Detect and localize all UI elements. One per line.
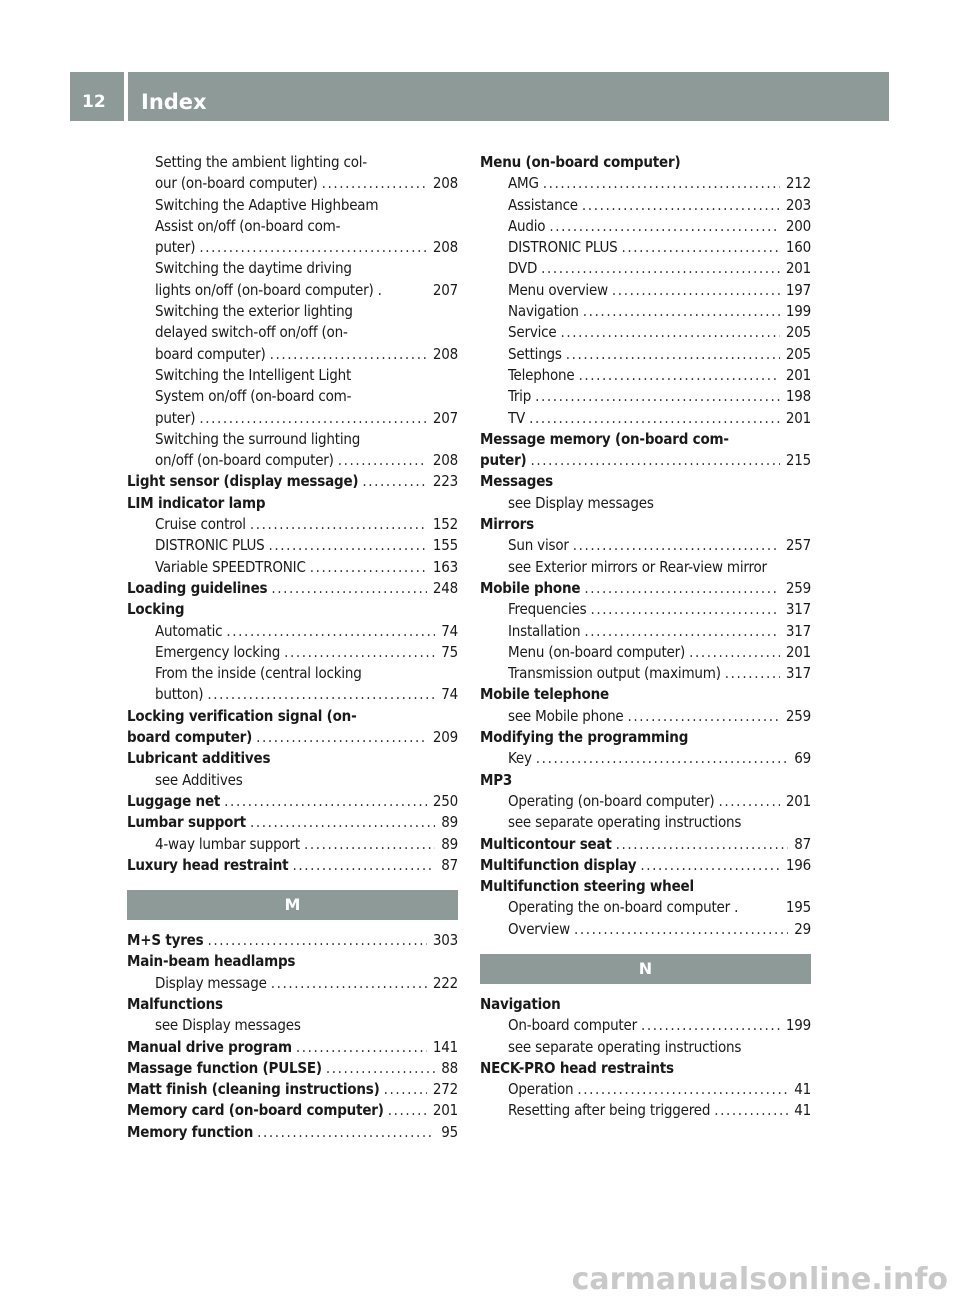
index-entry-main (480, 514, 811, 535)
index-column-right (480, 152, 811, 1122)
index-entry-main[interactable] (127, 855, 458, 876)
dot-leader (270, 344, 427, 365)
page-reference[interactable]: 259 (785, 706, 811, 725)
page-reference[interactable]: 87 (441, 855, 458, 874)
entry-text: Trip (508, 387, 532, 406)
entry-text: delayed switch-off on/off (on- (155, 323, 348, 342)
index-entry-main[interactable] (127, 1100, 458, 1121)
page-reference[interactable]: 41 (794, 1101, 811, 1120)
dot-leader (250, 514, 427, 535)
index-entry-sub (127, 195, 458, 216)
entry-text: Key (508, 749, 532, 768)
dot-leader (616, 834, 789, 855)
page-reference[interactable]: 196 (785, 855, 811, 874)
section-letter-header: M (127, 890, 458, 920)
index-entry-sub[interactable] (127, 684, 458, 705)
index-entry-main (480, 152, 811, 173)
entry-text: Resetting after being triggered (508, 1101, 711, 1120)
page-reference[interactable]: 257 (785, 536, 811, 555)
index-entry-sub (127, 152, 458, 173)
entry-text: Variable SPEEDTRONIC (155, 557, 306, 576)
index-entry-sub (127, 770, 458, 791)
page-reference[interactable]: 88 (441, 1058, 458, 1077)
index-entry-sub[interactable] (127, 237, 458, 258)
entry-text: DISTRONIC PLUS (508, 238, 618, 257)
index-entry-sub (127, 301, 458, 322)
index-entry-sub[interactable] (480, 706, 811, 727)
index-entry-main (127, 951, 458, 972)
index-entry-sub[interactable] (480, 301, 811, 322)
index-entry-sub (127, 386, 458, 407)
entry-text: board computer) (155, 344, 266, 363)
entry-text: see Mobile phone (508, 706, 624, 725)
entry-text: button) (155, 685, 204, 704)
entry-text: Multifunction steering wheel (480, 877, 694, 896)
section-letter-header: N (480, 954, 811, 984)
dot-leader (226, 621, 435, 642)
entry-text: Switching the exterior lighting (155, 302, 353, 321)
index-entry-main[interactable] (480, 578, 811, 599)
entry-text: Locking (127, 600, 185, 619)
entry-text: Menu (on-board computer) (508, 642, 686, 661)
entry-text: Memory function (127, 1122, 254, 1141)
index-entry-sub (480, 1037, 811, 1058)
entry-text: Assistance (508, 195, 578, 214)
index-entry-sub[interactable] (480, 365, 811, 386)
entry-text: Telephone (508, 365, 575, 384)
entry-text: Cruise control (155, 515, 246, 534)
index-entry-sub[interactable] (480, 1100, 811, 1121)
index-entry-main (480, 684, 811, 705)
entry-text: Massage function (PULSE) (127, 1058, 322, 1077)
entry-text: LIM indicator lamp (127, 493, 266, 512)
index-entry-main (127, 748, 458, 769)
entry-text: see separate operating instructions (508, 813, 742, 832)
index-entry-sub[interactable] (127, 834, 458, 855)
entry-text: Messages (480, 472, 554, 491)
entry-text: Transmission output (maximum) (508, 664, 721, 683)
index-entry-sub[interactable] (480, 897, 811, 918)
index-entry-sub[interactable] (480, 173, 811, 194)
entry-text: Switching the surround lighting (155, 429, 361, 448)
page-reference[interactable]: 207 (432, 408, 458, 427)
entry-text: Multifunction display (480, 855, 637, 874)
index-entry-main[interactable] (127, 1122, 458, 1143)
dot-leader (388, 1100, 427, 1121)
index-entry-main (480, 429, 811, 450)
entry-text: On-board computer (508, 1016, 637, 1035)
index-entry-main (480, 876, 811, 897)
entry-text: see Additives (155, 770, 243, 789)
index-entry-main (127, 706, 458, 727)
page-reference[interactable]: 208 (432, 344, 458, 363)
index-entry-sub (480, 493, 811, 514)
page-reference[interactable]: 75 (441, 642, 458, 661)
entry-text: Light sensor (display message) (127, 472, 359, 491)
index-entry-sub[interactable] (127, 280, 458, 301)
entry-text: Service (508, 323, 557, 342)
page-reference[interactable]: 201 (785, 365, 811, 384)
entry-text: Mobile telephone (480, 685, 609, 704)
index-entry-sub[interactable] (480, 1079, 811, 1100)
entry-text: Automatic (155, 621, 223, 640)
dot-leader (224, 791, 427, 812)
entry-text: Audio (508, 216, 546, 235)
entry-text: Display message (155, 973, 267, 992)
index-entry-sub[interactable] (480, 344, 811, 365)
page-reference[interactable]: 250 (432, 791, 458, 810)
entry-text: Luxury head restraint (127, 855, 289, 874)
page-reference[interactable]: 317 (785, 664, 811, 683)
index-entry-main (127, 994, 458, 1015)
entry-text: From the inside (central locking (155, 664, 362, 683)
index-entry-main (480, 471, 811, 492)
index-entry-sub[interactable] (480, 322, 811, 343)
dot-leader (573, 535, 780, 556)
entry-text: on/off (on-board computer) (155, 451, 334, 470)
page-reference[interactable]: 205 (785, 344, 811, 363)
page-reference[interactable]: 95 (441, 1122, 458, 1141)
page-reference[interactable]: 215 (785, 451, 811, 470)
entry-text: Switching the Adaptive Highbeam (155, 195, 379, 214)
index-entry-sub[interactable] (480, 408, 811, 429)
entry-text: MP3 (480, 770, 513, 789)
page-reference[interactable]: 160 (785, 238, 811, 257)
index-entry-sub (127, 258, 458, 279)
entry-text: Navigation (508, 302, 579, 321)
dot-leader (535, 386, 780, 407)
dot-leader (257, 1122, 435, 1143)
dot-leader (296, 1037, 427, 1058)
index-entry-sub (127, 663, 458, 684)
index-entry-sub[interactable] (480, 919, 811, 940)
index-entry-main[interactable] (127, 727, 458, 748)
entry-text: board computer) (127, 728, 253, 747)
page-reference[interactable]: 155 (432, 536, 458, 555)
dot-leader (582, 195, 780, 216)
page-reference[interactable]: 198 (785, 387, 811, 406)
index-entry-sub[interactable] (480, 237, 811, 258)
entry-text: Message memory (on-board com- (480, 429, 729, 448)
entry-text: Mirrors (480, 515, 534, 534)
dot-leader (543, 173, 780, 194)
index-entry-main (127, 493, 458, 514)
dot-leader (574, 919, 788, 940)
dot-leader (628, 706, 780, 727)
index-entry-sub (127, 322, 458, 343)
page-reference[interactable]: 212 (785, 174, 811, 193)
entry-text: lights on/off (on-board computer) . (155, 280, 382, 299)
entry-text: Mobile phone (480, 578, 581, 597)
entry-text: puter) (480, 451, 527, 470)
index-entry-main[interactable] (127, 1037, 458, 1058)
dot-leader (641, 1015, 780, 1036)
page-reference[interactable]: 199 (785, 1016, 811, 1035)
page-reference[interactable]: 208 (432, 451, 458, 470)
index-entry-sub[interactable] (480, 791, 811, 812)
entry-text: Locking verification signal (on- (127, 706, 357, 725)
page-reference[interactable]: 222 (432, 973, 458, 992)
entry-text: Operating the on-board computer . (508, 898, 739, 917)
page-reference[interactable]: 223 (432, 472, 458, 491)
dot-leader (322, 173, 427, 194)
entry-text: NECK-PRO head restraints (480, 1058, 674, 1077)
entry-text: Lubricant additives (127, 749, 271, 768)
index-entry-sub[interactable] (480, 535, 811, 556)
watermark: carmanualsonline.info (571, 1262, 948, 1297)
page-reference[interactable]: 163 (432, 557, 458, 576)
page-reference[interactable]: 207 (432, 280, 458, 299)
index-entry-sub[interactable] (127, 621, 458, 642)
page-reference[interactable]: 259 (785, 578, 811, 597)
entry-text: see Display messages (508, 493, 654, 512)
index-entry-sub (127, 216, 458, 237)
dot-leader (310, 557, 427, 578)
page-reference[interactable]: 141 (432, 1037, 458, 1056)
entry-text: Menu overview (508, 280, 608, 299)
page-reference[interactable]: 205 (785, 323, 811, 342)
entry-text: see separate operating instructions (508, 1037, 742, 1056)
entry-text: DVD (508, 259, 538, 278)
dot-leader (326, 1058, 435, 1079)
page-reference[interactable]: 201 (785, 259, 811, 278)
page-reference[interactable]: 303 (432, 931, 458, 950)
index-entry-main (480, 1058, 811, 1079)
dot-leader (579, 365, 780, 386)
entry-text: 4-way lumbar support (155, 834, 300, 853)
index-entry-sub[interactable] (127, 557, 458, 578)
page-reference[interactable]: 201 (785, 642, 811, 661)
dot-leader (560, 322, 779, 343)
index-entry-sub[interactable] (480, 216, 811, 237)
index-entry-sub[interactable] (480, 599, 811, 620)
index-entry-sub (127, 365, 458, 386)
page-reference[interactable]: 209 (432, 728, 458, 747)
index-entry-sub[interactable] (127, 973, 458, 994)
index-entry-main[interactable] (127, 930, 458, 951)
index-entry-sub[interactable] (480, 280, 811, 301)
index-entry-sub[interactable] (127, 514, 458, 535)
dot-leader (689, 642, 780, 663)
entry-text: Overview (508, 919, 570, 938)
dot-leader (250, 812, 435, 833)
index-entry-main[interactable] (127, 471, 458, 492)
entry-text: Navigation (480, 994, 561, 1013)
index-entry-main[interactable] (127, 812, 458, 833)
dot-leader (284, 642, 435, 663)
index-entry-sub[interactable] (480, 642, 811, 663)
entry-text: Lumbar support (127, 813, 246, 832)
index-entry-sub[interactable] (127, 450, 458, 471)
page-reference[interactable]: 152 (432, 515, 458, 534)
entry-text: Modifying the programming (480, 728, 689, 747)
header-divider (124, 72, 128, 121)
index-entry-sub (480, 557, 811, 578)
dot-leader (622, 237, 780, 258)
entry-text: Settings (508, 344, 562, 363)
dot-leader (529, 408, 780, 429)
entry-text: Luggage net (127, 791, 221, 810)
entry-text: Assist on/off (on-board com- (155, 216, 341, 235)
page-reference[interactable]: 201 (785, 408, 811, 427)
entry-text: M+S tyres (127, 931, 204, 950)
entry-text: Sun visor (508, 536, 569, 555)
index-entry-sub[interactable] (480, 258, 811, 279)
index-entry-sub[interactable] (127, 173, 458, 194)
index-entry-sub[interactable] (127, 408, 458, 429)
page-reference[interactable]: 195 (785, 898, 811, 917)
entry-text: Operation (508, 1080, 574, 1099)
entry-text: Menu (on-board computer) (480, 153, 681, 171)
entry-text: Operating (on-board computer) (508, 791, 715, 810)
entry-text: puter) (155, 408, 196, 427)
entry-text: puter) (155, 238, 196, 257)
dot-leader (362, 471, 426, 492)
dot-leader (584, 578, 779, 599)
index-entry-main[interactable] (127, 791, 458, 812)
entry-text: Setting the ambient lighting col- (155, 153, 367, 171)
entry-text: Manual drive program (127, 1037, 292, 1056)
entry-text: see Display messages (155, 1016, 301, 1035)
dot-leader (207, 930, 426, 951)
index-entry-sub[interactable] (127, 344, 458, 365)
entry-text: Frequencies (508, 600, 587, 619)
dot-leader (718, 791, 779, 812)
entry-text: Emergency locking (155, 642, 281, 661)
page-reference[interactable]: 41 (794, 1080, 811, 1099)
index-entry-main[interactable] (127, 578, 458, 599)
index-entry-sub (127, 1015, 458, 1036)
index-entry-sub[interactable] (127, 535, 458, 556)
page-reference[interactable]: 74 (441, 685, 458, 704)
index-column-left (127, 152, 458, 1143)
dot-leader (338, 450, 427, 471)
dot-leader (541, 258, 780, 279)
dot-leader (584, 621, 780, 642)
dot-leader (590, 599, 779, 620)
entry-text: see Exterior mirrors or Rear-view mirror (508, 557, 767, 576)
entry-text: Malfunctions (127, 994, 223, 1013)
page-title: Index (141, 90, 207, 114)
index-entry-main[interactable] (127, 1079, 458, 1100)
index-entry-main (480, 994, 811, 1015)
dot-leader (577, 1079, 788, 1100)
dot-leader (199, 408, 427, 429)
index-entry-sub (127, 429, 458, 450)
dot-leader (304, 834, 435, 855)
dot-leader (714, 1100, 788, 1121)
entry-text: Switching the daytime driving (155, 259, 352, 278)
dot-leader (725, 663, 780, 684)
dot-leader (384, 1079, 427, 1100)
entry-text: Multicontour seat (480, 834, 612, 853)
index-entry-main[interactable] (127, 1058, 458, 1079)
page-reference[interactable]: 208 (432, 238, 458, 257)
page-reference[interactable]: 199 (785, 302, 811, 321)
page-reference[interactable]: 29 (794, 919, 811, 938)
index-entry-sub[interactable] (480, 195, 811, 216)
dot-leader (640, 855, 780, 876)
entry-text: Matt finish (cleaning instructions) (127, 1080, 380, 1099)
page-reference[interactable]: 201 (785, 791, 811, 810)
page-reference[interactable]: 317 (785, 621, 811, 640)
entry-text: Memory card (on-board computer) (127, 1101, 384, 1120)
dot-leader (207, 684, 435, 705)
dot-leader (531, 450, 780, 471)
entry-text: DISTRONIC PLUS (155, 536, 265, 555)
index-entry-sub[interactable] (480, 621, 811, 642)
page-reference[interactable]: 69 (794, 749, 811, 768)
index-entry-main[interactable] (480, 450, 811, 471)
index-entry-sub[interactable] (480, 748, 811, 769)
page-reference[interactable]: 197 (785, 280, 811, 299)
dot-leader (269, 535, 427, 556)
entry-text: TV (508, 408, 526, 427)
page-reference[interactable]: 200 (785, 216, 811, 235)
index-entry-main (127, 599, 458, 620)
entry-text: Installation (508, 621, 581, 640)
index-entry-sub[interactable] (480, 386, 811, 407)
page-reference[interactable]: 203 (785, 195, 811, 214)
entry-text: AMG (508, 174, 539, 193)
entry-text: our (on-board computer) (155, 174, 318, 193)
index-entry-main (480, 770, 811, 791)
dot-leader (549, 216, 779, 237)
page-reference[interactable]: 74 (441, 621, 458, 640)
entry-text: System on/off (on-board com- (155, 387, 352, 406)
index-entry-sub[interactable] (480, 1015, 811, 1036)
page-reference[interactable]: 248 (432, 578, 458, 597)
index-entry-main[interactable] (480, 855, 811, 876)
index-entry-main (480, 727, 811, 748)
dot-leader (566, 344, 780, 365)
dot-leader (256, 727, 427, 748)
entry-text: Loading guidelines (127, 578, 268, 597)
dot-leader (612, 280, 780, 301)
dot-leader (292, 855, 435, 876)
page-reference[interactable]: 208 (432, 174, 458, 193)
dot-leader (271, 578, 426, 599)
entry-text: Switching the Intelligent Light (155, 365, 352, 384)
dot-leader (199, 237, 427, 258)
page-number: 12 (82, 92, 106, 112)
page-reference[interactable]: 317 (785, 600, 811, 619)
index-entry-main[interactable] (480, 834, 811, 855)
dot-leader (271, 973, 427, 994)
page-reference[interactable]: 89 (441, 813, 458, 832)
dot-leader (583, 301, 780, 322)
page-reference[interactable]: 89 (441, 834, 458, 853)
page-reference[interactable]: 272 (432, 1080, 458, 1099)
index-entry-sub[interactable] (127, 642, 458, 663)
entry-text: Main-beam headlamps (127, 952, 296, 971)
dot-leader (536, 748, 788, 769)
page-reference[interactable]: 87 (794, 834, 811, 853)
page-reference[interactable]: 201 (432, 1101, 458, 1120)
index-entry-sub (480, 812, 811, 833)
index-entry-sub[interactable] (480, 663, 811, 684)
